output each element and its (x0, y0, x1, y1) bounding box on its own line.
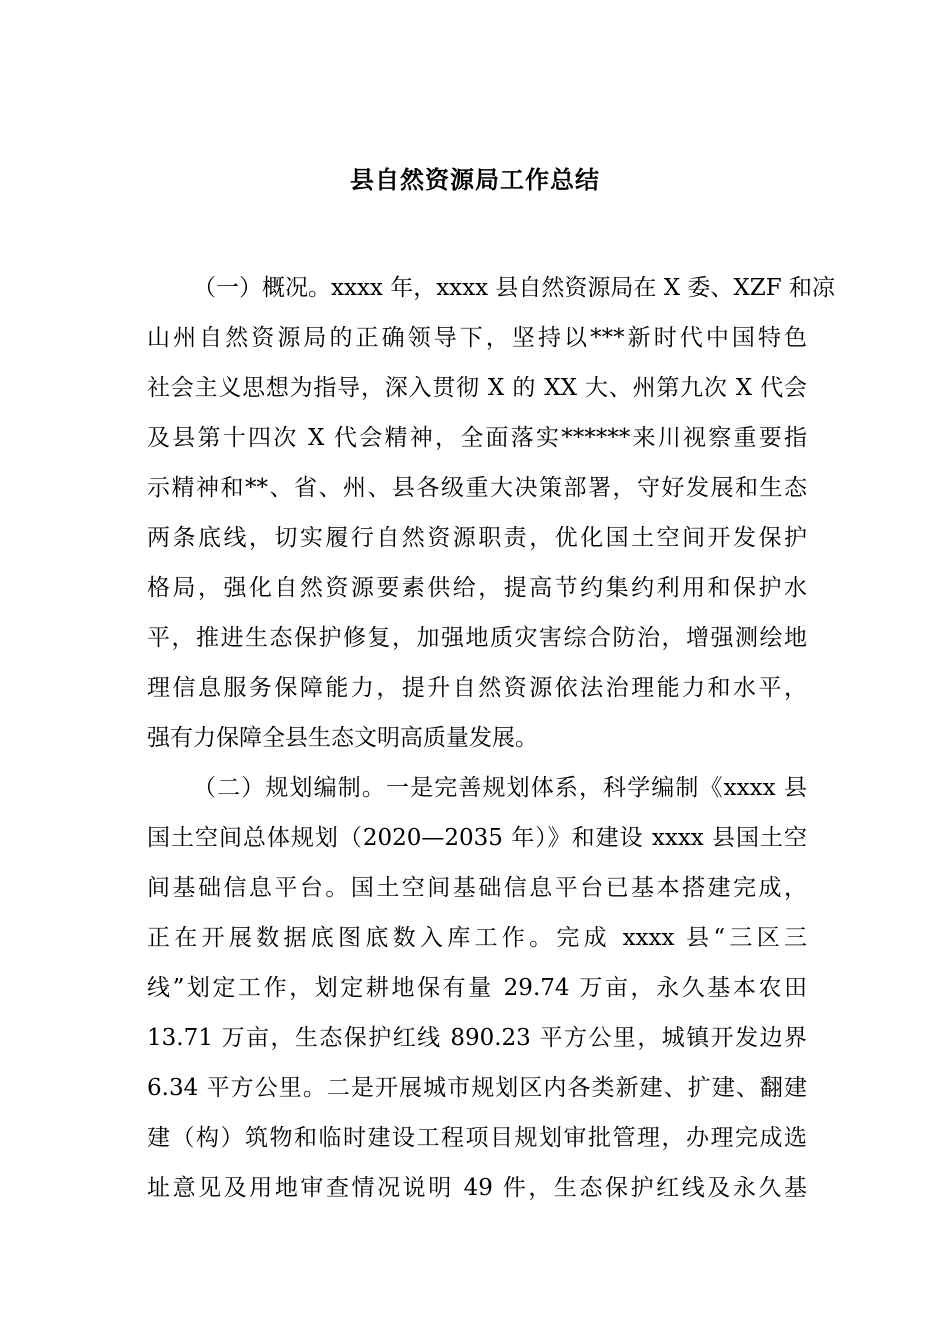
text-line: 理信息服务保障能力，提升自然资源依法治理能力和水平， (147, 675, 807, 701)
text-line: （一）概况。xxxx 年，xxxx 县自然资源局在 X 委、XZF 和凉 (193, 275, 836, 301)
text-line: 格局，强化自然资源要素供给，提高节约集约利用和保护水 (147, 575, 807, 601)
text-line: 线”划定工作，划定耕地保有量 29.74 万亩，永久基本农田 (147, 975, 807, 1001)
text-line: 山州自然资源局的正确领导下，坚持以***新时代中国特色 (147, 325, 807, 351)
text-line: 两条底线，切实履行自然资源职责，优化国土空间开发保护 (147, 525, 807, 551)
document-body (147, 263, 836, 1213)
text-line: 6.34 平方公里。二是开展城市规划区内各类新建、扩建、翻建 (147, 1075, 807, 1101)
text-line: 平，推进生态保护修复，加强地质灾害综合防治，增强测绘地 (147, 625, 807, 651)
text-line: 13.71 万亩，生态保护红线 890.23 平方公里，城镇开发边界 (147, 1025, 807, 1051)
paragraph-planning (147, 763, 807, 1213)
text-line: （二）规划编制。一是完善规划体系，科学编制《xxxx 县 (193, 775, 807, 801)
text-line: 示精神和**、省、州、县各级重大决策部署，守好发展和生态 (147, 475, 807, 501)
text-line: 及县第十四次 X 代会精神，全面落实******来川视察重要指 (147, 425, 807, 451)
text-line: 国土空间总体规划（2020—2035 年）》和建设 xxxx 县国土空 (147, 825, 807, 851)
text-line: 强有力保障全县生态文明高质量发展。 (147, 725, 538, 751)
paragraph-overview (147, 263, 836, 763)
text-line: 正在开展数据底图底数入库工作。完成 xxxx 县“三区三 (147, 925, 807, 951)
text-line: 建（构）筑物和临时建设工程项目规划审批管理，办理完成选 (147, 1125, 807, 1151)
document-title: 县自然资源局工作总结 (350, 165, 600, 194)
text-line: 社会主义思想为指导，深入贯彻 X 的 XX 大、州第九次 X 代会 (147, 375, 807, 401)
text-line: 间基础信息平台。国土空间基础信息平台已基本搭建完成， (147, 875, 807, 901)
text-line: 址意见及用地审查情况说明 49 件，生态保护红线及永久基 (147, 1175, 807, 1201)
